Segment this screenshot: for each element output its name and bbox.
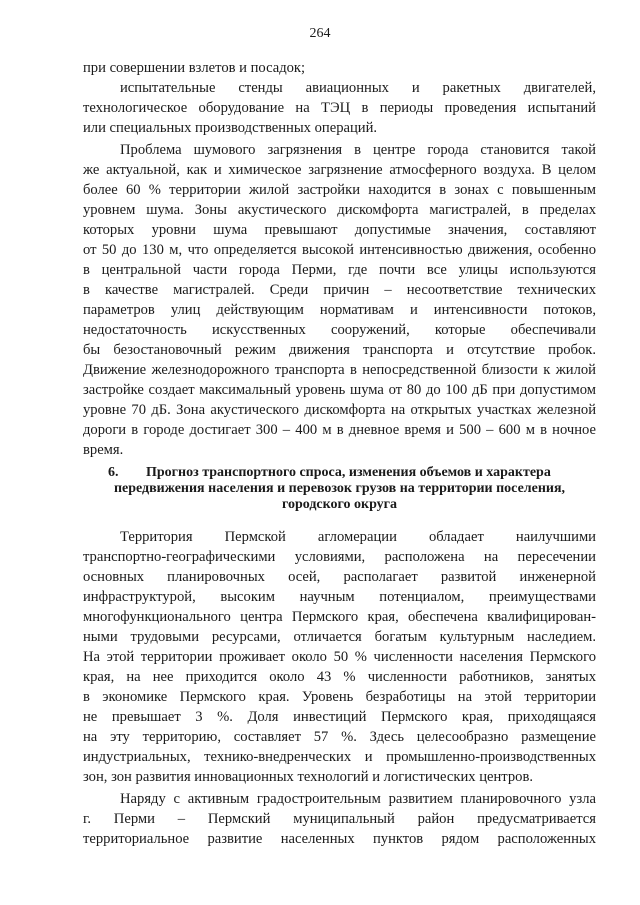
section-number: 6. — [108, 465, 119, 480]
text-line: многофункционального центра Пермского края, обеспечена квалифицирован- — [83, 609, 596, 625]
text-line: в качестве магистралей. Среди причин – несоответствие технических — [83, 282, 596, 298]
text-line: при совершении взлетов и посадок; — [83, 60, 306, 76]
text-line: технологическое оборудование на ТЭЦ в периоды проведения испытаний — [83, 100, 596, 116]
text-line: Территория Пермской агломерации обладает наилучшими — [120, 529, 596, 545]
text-line: Проблема шумового загрязнения в центре города становится такой — [120, 142, 596, 158]
text-line: время. — [83, 442, 124, 458]
text-line: недостаточность искусственных сооружений, которые обеспечивали — [83, 322, 596, 338]
text-line: или специальных производственных операций. — [83, 120, 378, 136]
text-line: На этой территории проживает около 50 % численности населения Пермского — [83, 649, 596, 665]
text-line: транспортно-географическими условиями, расположена на пересечении — [83, 549, 596, 565]
text-line: Наряду с активным градостроительным развитием планировочного узла — [120, 791, 596, 807]
text-line: же актуальной, как и химическое загрязнение атмосферного воздуха. В целом — [83, 162, 596, 178]
text-line: индустриальных, технико-внедренческих и промышленно-производственных — [83, 749, 596, 765]
text-line: Движение железнодорожного транспорта в непосредственной близости к жилой — [83, 362, 596, 378]
text-line: г. Перми – Пермский муниципальный район предусматривается — [83, 811, 596, 827]
text-line: дороги в городе достигает 300 – 400 м в дневное время и 500 – 600 м в ночное — [83, 422, 596, 438]
text-line: ными трудовыми ресурсами, отличается богатым культурным наследием. — [83, 629, 596, 645]
text-line: инфраструктурой, высоким научным потенциалом, преимуществами — [83, 589, 596, 605]
text-line: параметров улиц действующим нормативам и интенсивности потоков, — [83, 302, 596, 318]
text-line: испытательные стенды авиационных и ракетных двигателей, — [120, 80, 596, 96]
text-line: бы безостановочный режим движения транспорта и отсутствие пробок. — [83, 342, 596, 358]
text-line: в центральной части города Перми, где почти все улицы используются — [83, 262, 596, 278]
text-line: на эту территорию, составляет 57 %. Здесь целесообразно размещение — [83, 729, 596, 745]
text-line: не превышает 3 %. Доля инвестиций Пермского края, приходящаяся — [83, 709, 596, 725]
text-line: более 60 % территории жилой застройки находится в зонах с повышенным — [83, 182, 596, 198]
page-number: 264 — [309, 26, 331, 41]
text-line: территориальное развитие населенных пунктов рядом расположенных — [83, 831, 596, 847]
text-line: которых уровни шума превышают допустимые значения, составляют — [83, 222, 596, 238]
text-line: зон, зон развития инновационных технологий и логистических центров. — [83, 769, 533, 785]
text-line: уровне 70 дБ. Зона акустического дискомфорта на открытых участках железной — [83, 402, 596, 418]
text-line: от 50 до 130 м, что определяется высокой интенсивностью движения, особенно — [83, 242, 596, 258]
section-title-line: Прогноз транспортного спроса, изменения объемов и характера — [146, 465, 551, 480]
text-line: основных планировочных осей, располагает развитой инженерной — [83, 569, 596, 585]
section-title-line: передвижения населения и перевозок грузов на территории поселения, — [113, 481, 566, 496]
text-line: уровнем шума. Зоны акустического дискомфорта магистралей, в пределах — [83, 202, 596, 218]
text-line: в экономике Пермского края. Уровень безработицы на этой территории — [83, 689, 596, 705]
text-line: застройке создает максимальный уровень шума от 80 до 100 дБ при допустимом — [83, 382, 596, 398]
text-line: края, на нее приходится около 43 % численности работников, занятых — [83, 669, 596, 685]
section-title-line: городского округа — [281, 497, 398, 512]
